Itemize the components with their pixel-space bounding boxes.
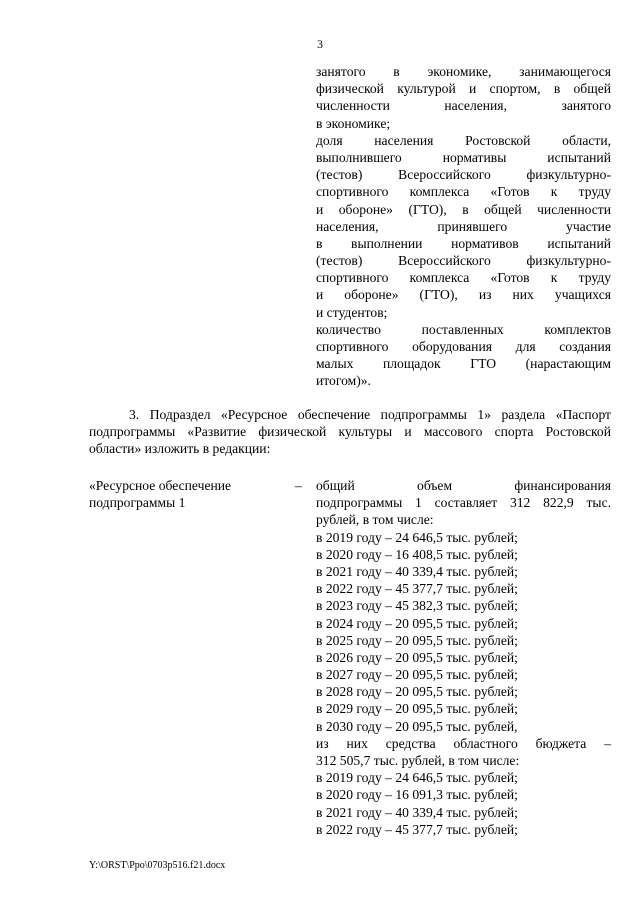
value-line: в 2028 году – 20 095,5 тыс. рублей; <box>316 684 518 700</box>
text-line: в экономике; <box>316 115 391 131</box>
text-line: спортивного оборудования для создания <box>316 339 611 354</box>
text-line: доля населения Ростовской области, <box>316 132 611 148</box>
text-line: занятого в экономике, занимающегося <box>316 64 611 79</box>
value-line: в 2027 году – 20 095,5 тыс. рублей; <box>316 667 518 683</box>
value-line: в 2024 году – 20 095,5 тыс. рублей; <box>316 615 518 631</box>
text-line: малых площадок ГТО (нарастающим <box>316 356 611 372</box>
passport-value <box>316 477 611 838</box>
value-line: из них средства областного бюджета – <box>316 735 611 751</box>
text-line: количество поставленных комплектов <box>316 321 611 337</box>
value-line: в 2030 году – 20 095,5 тыс. рублей, <box>316 718 518 734</box>
paragraph-line: 3. Подраздел «Ресурсное обеспечение подпрограммы 1» раздела «Паспорт <box>129 407 611 422</box>
passport-label-line: «Ресурсное обеспечение <box>89 478 232 493</box>
amendment-paragraph <box>89 406 611 458</box>
text-line: населения, принявшего участие <box>316 218 611 234</box>
value-line: в 2019 году – 24 646,5 тыс. рублей; <box>316 529 518 545</box>
text-line: и обороне» (ГТО), в общей численности <box>316 201 611 217</box>
value-line: в 2020 году – 16 408,5 тыс. рублей; <box>316 546 518 562</box>
text-line: итогом)». <box>316 373 371 389</box>
value-line: в 2022 году – 45 377,7 тыс. рублей; <box>316 581 518 597</box>
paragraph-line: подпрограммы «Развитие физической культуры и массового спорта Ростовской <box>89 424 611 440</box>
value-line: подпрограммы 1 составляет 312 822,9 тыс. <box>316 495 611 511</box>
value-line: в 2023 году – 45 382,3 тыс. рублей; <box>316 598 518 614</box>
value-line: рублей, в том числе: <box>316 512 434 528</box>
passport-label-line: подпрограммы 1 <box>89 495 186 511</box>
text-line: численности населения, занятого <box>316 98 611 114</box>
value-line: в 2021 году – 40 339,4 тыс. рублей; <box>316 563 518 579</box>
passport-dash: – <box>295 478 302 493</box>
text-line: спортивного комплекса «Готов к труду <box>316 270 611 286</box>
file-path-footer: Y:\ORST\Ppo\0703p516.f21.docx <box>89 860 226 871</box>
text-line: в выполнении нормативов испытаний <box>316 235 611 251</box>
text-line: спортивного комплекса «Готов к труду <box>316 184 611 200</box>
text-line: и обороне» (ГТО), из них учащихся <box>316 287 611 303</box>
text-line: физической культурой и спортом, в общей <box>316 81 611 97</box>
paragraph-line: области» изложить в редакции: <box>89 441 271 457</box>
value-line: 312 505,7 тыс. рублей, в том числе: <box>316 753 520 768</box>
value-line: общий объем финансирования <box>316 478 611 493</box>
value-line: в 2025 году – 20 095,5 тыс. рублей; <box>316 632 518 648</box>
value-line: в 2019 году – 24 646,5 тыс. рублей; <box>316 770 518 786</box>
text-line: и студентов; <box>316 304 388 320</box>
value-line: в 2021 году – 40 339,4 тыс. рублей; <box>316 804 518 820</box>
value-line: в 2026 году – 20 095,5 тыс. рублей; <box>316 649 518 665</box>
page-number: 3 <box>317 37 323 51</box>
value-line: в 2029 году – 20 095,5 тыс. рублей; <box>316 701 518 717</box>
value-line: в 2020 году – 16 091,3 тыс. рублей; <box>316 787 518 803</box>
text-line: (тестов) Всероссийского физкультурно- <box>316 253 611 269</box>
passport-label <box>89 477 289 511</box>
value-line: в 2022 году – 45 377,7 тыс. рублей; <box>316 821 518 837</box>
text-line: выполнившего нормативы испытаний <box>316 149 611 165</box>
text-line: (тестов) Всероссийского физкультурно- <box>316 167 611 183</box>
indicator-text-continuation <box>316 63 611 390</box>
